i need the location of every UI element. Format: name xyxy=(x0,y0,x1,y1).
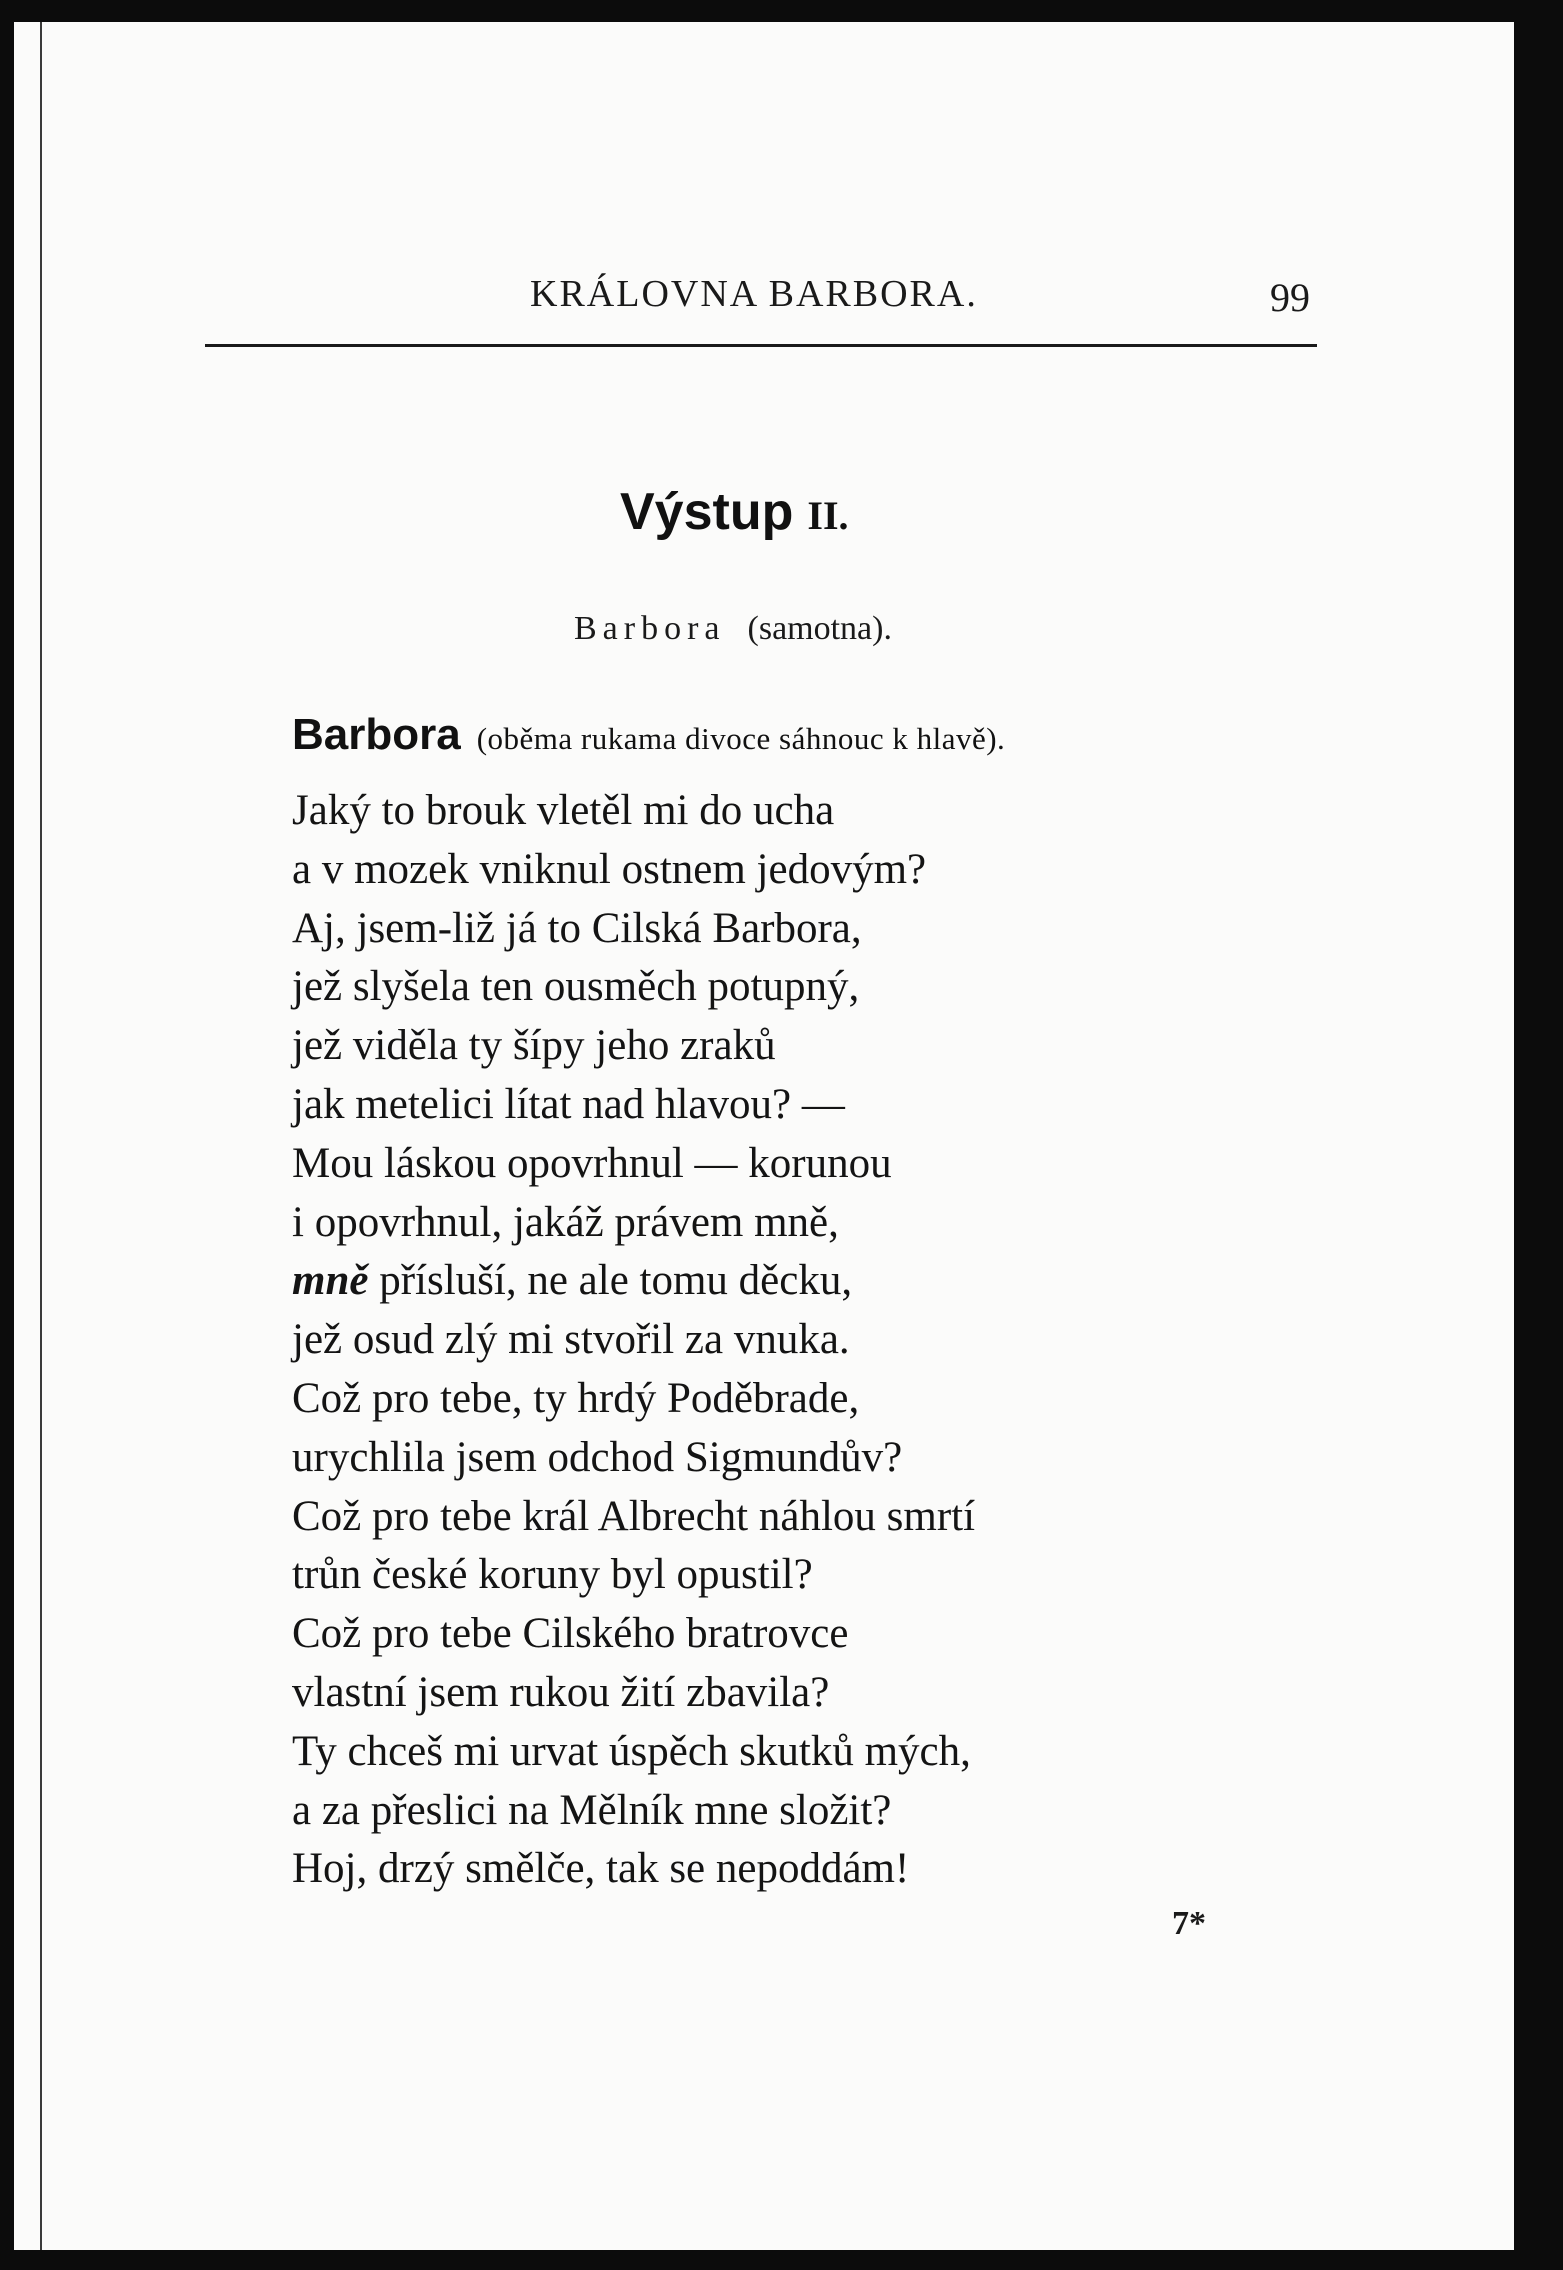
verse-line: a za přeslici na Mělník mne složit? xyxy=(292,1786,892,1834)
verse-line: jež osud zlý mi stvořil za vnuka. xyxy=(292,1316,850,1364)
speaker-line xyxy=(292,710,1005,760)
scene-title-word: Výstup xyxy=(620,483,794,541)
verse-line: Což pro tebe, ty hrdý Poděbrade, xyxy=(292,1374,860,1422)
verse-line: urychlila jsem odchod Sigmundův? xyxy=(292,1433,903,1481)
signature-mark: 7* xyxy=(1172,1905,1206,1942)
cast-note: (samotna). xyxy=(747,610,892,647)
verse-line: Hoj, drzý smělče, tak se nepoddám! xyxy=(292,1845,910,1893)
verse-line: a v mozek vniknul ostnem jedovým? xyxy=(292,845,927,893)
running-head: KRÁLOVNA BARBORA. xyxy=(530,273,978,315)
header-rule xyxy=(205,344,1317,347)
verse-line: i opovrhnul, jakáž právem mně, xyxy=(292,1198,839,1246)
verse-line: Což pro tebe Cilského bratrovce xyxy=(292,1610,849,1658)
verse-block xyxy=(292,782,975,1899)
emphasized-word: mně xyxy=(292,1257,369,1305)
verse-line: jež slyšela ten ousměch potupný, xyxy=(292,963,860,1011)
page-number: 99 xyxy=(1270,275,1310,320)
verse-line: Mou láskou opovrhnul — korunou xyxy=(292,1139,892,1187)
verse-line: jak metelici lítat nad hlavou? — xyxy=(292,1080,845,1128)
gutter-shadow xyxy=(40,22,42,2250)
stage-direction: (oběma rukama divoce sáhnouc k hlavě). xyxy=(476,721,1006,756)
verse-line: jež viděla ty šípy jeho zraků xyxy=(292,1022,776,1070)
cast-name: Barbora xyxy=(574,610,726,647)
verse-line: Což pro tebe král Albrecht náhlou smrtí xyxy=(292,1492,976,1540)
verse-line: Aj, jsem-liž já to Cilská Barbora, xyxy=(292,904,862,952)
scan-edge xyxy=(1514,14,1563,2270)
verse-line: vlastní jsem rukou žití zbavila? xyxy=(292,1668,830,1716)
cast-list xyxy=(574,610,892,648)
verse-line: Ty chceš mi urvat úspěch skutků mých, xyxy=(292,1727,971,1775)
speaker-name: Barbora xyxy=(292,710,461,759)
verse-line: Jaký to brouk vletěl mi do ucha xyxy=(292,787,835,834)
verse-line: trůn české koruny byl opustil? xyxy=(292,1551,813,1599)
scene-title xyxy=(620,482,849,542)
scene-number: II. xyxy=(807,493,849,538)
verse-line: mně přísluší, ne ale tomu děcku, xyxy=(292,1257,853,1305)
